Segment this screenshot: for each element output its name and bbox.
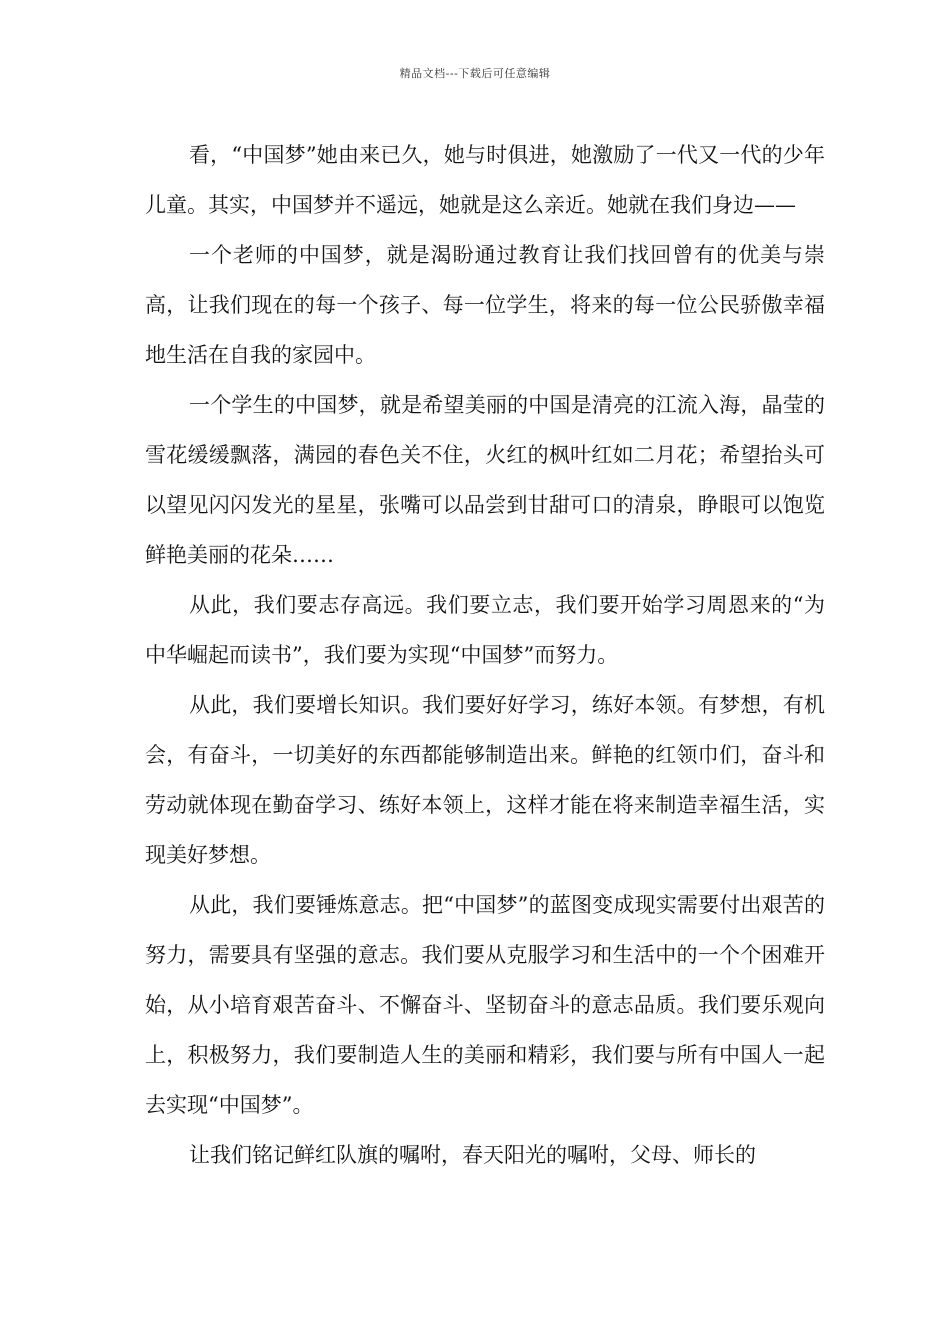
paragraph: 让我们铭记鲜红队旗的嘱咐，春天阳光的嘱咐，父母、师长的 — [189, 1143, 756, 1167]
paragraph: 从此，我们要锤炼意志。把“中国梦”的蓝图变成现实需要付出艰苦的努力，需要具有坚强的意志。我们要从克服学习和生活中的一个个困难开始，从小培育艰苦奋斗、不懈奋斗、坚韧奋斗的意志品质。我们要乐观向上，积极努力，我们要制造人生的美丽和精彩，我们要与所有中国人一起去实现“中国梦”。 — [145, 893, 825, 1117]
paragraph: 从此，我们要志存高远。我们要立志，我们要开始学习周恩来的“为中华崛起而读书”，我们要为实现“中国梦”而努力。 — [145, 593, 825, 667]
page-header: 精品文档---下载后可任意编辑 — [399, 67, 551, 80]
document-body — [145, 130, 825, 1180]
paragraph: 一个老师的中国梦，就是渴盼通过教育让我们找回曾有的优美与崇高，让我们现在的每一个孩子、每一位学生，将来的每一位公民骄傲幸福地生活在自我的家园中。 — [145, 243, 825, 367]
paragraph: 一个学生的中国梦，就是希望美丽的中国是清亮的江流入海，晶莹的雪花缓缓飘落，满园的春色关不住，火红的枫叶红如二月花；希望抬头可以望见闪闪发光的星星，张嘴可以品尝到甘甜可口的清泉，睁眼可以饱览鲜艳美丽的花朵…… — [145, 393, 825, 567]
paragraph: 从此，我们要增长知识。我们要好好学习，练好本领。有梦想，有机会，有奋斗，一切美好的东西都能够制造出来。鲜艳的红领巾们，奋斗和劳动就体现在勤奋学习、练好本领上，这样才能在将来制造幸福生活，实现美好梦想。 — [145, 693, 825, 867]
paragraph: 看，“中国梦”她由来已久，她与时俱进，她激励了一代又一代的少年儿童。其实，中国梦并不遥远，她就是这么亲近。她就在我们身边—— — [145, 143, 825, 217]
